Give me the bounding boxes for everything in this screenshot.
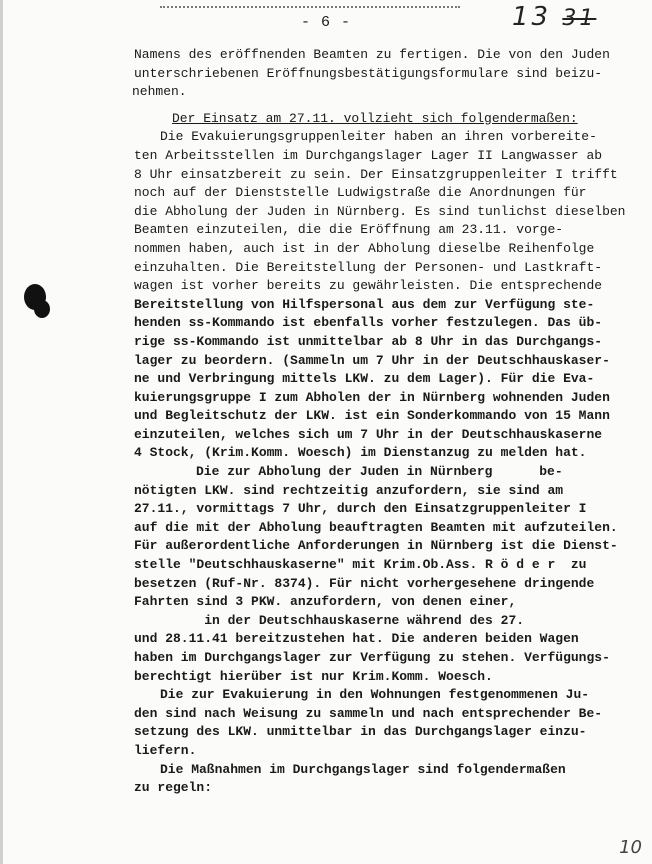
text-line: Fahrten sind 3 PKW. anzufordern, von denen einer, <box>134 594 517 610</box>
archive-mark-number: 13 <box>512 2 552 32</box>
text-line: setzung des LKW. unmittelbar in das Durchgangslager einzu- <box>134 724 587 740</box>
text-line: Die zur Evakuierung in den Wohnungen festgenommenen Ju- <box>160 687 590 703</box>
text-line: lager zu beordern. (Sammeln um 7 Uhr in der Deutschhauskaser- <box>134 352 610 368</box>
text-line: unterschriebenen Eröffnungsbestätigungsformulare sind beizu- <box>134 65 603 81</box>
text-line: Für außerordentliche Anforderungen in Nürnberg ist die Dienst- <box>134 538 618 554</box>
text-line: berechtigt hierüber ist nur Krim.Komm. Woesch. <box>134 668 493 684</box>
text-line: nommen haben, auch ist in der Abholung dieselbe Reihenfolge <box>134 240 595 256</box>
text-line: nötigten LKW. sind rechtzeitig anzufordern, sie sind am <box>134 482 564 498</box>
text-line: Die zur Abholung der Juden in Nürnberg be- <box>196 464 563 480</box>
text-line: besetzen (Ruf-Nr. 8374). Für nicht vorhergesehene dringende <box>134 575 595 591</box>
text-line: nehmen. <box>132 84 187 100</box>
text-line: Bereitstellung von Hilfspersonal aus dem zur Verfügung ste- <box>134 296 595 312</box>
text-line: liefern. <box>134 742 197 758</box>
text-line: 27.11., vormittags 7 Uhr, durch den Einsatzgruppenleiter I <box>134 501 587 517</box>
archive-mark-struck: 31 <box>562 6 597 31</box>
text-line: die Abholung der Juden in Nürnberg. Es sind tunlichst dieselben <box>134 203 626 219</box>
text-line: 8 Uhr einsatzbereit zu sein. Der Einsatzgruppenleiter I trifft <box>134 166 618 182</box>
text-line: ten Arbeitsstellen im Durchgangslager Lager II Langwasser ab <box>134 147 603 163</box>
text-line: henden ss-Kommando ist ebenfalls vorher festzulegen. Das üb- <box>134 315 603 331</box>
text-line: einzuteilen, welches sich um 7 Uhr in der Deutschhauskaserne <box>134 426 603 442</box>
text-line: einzuhalten. Die Bereitstellung der Personen- und Lastkraft- <box>134 259 603 275</box>
corner-handwritten-mark: 10 <box>619 837 642 858</box>
text-line: kuierungsgruppe I zum Abholen der in Nürnberg wohnenden Juden <box>134 389 610 405</box>
blank-line <box>134 102 614 110</box>
archive-mark <box>512 2 596 32</box>
text-line: Beamten einzuteilen, die die Eröffnung am 23.11. vorge- <box>134 222 564 238</box>
text-line: rige ss-Kommando ist unmittelbar ab 8 Uhr in das Durchgangs- <box>134 333 603 349</box>
scan-edge <box>0 0 3 864</box>
text-line: noch auf der Dienststelle Ludwigstraße die Anordnungen für <box>134 185 587 201</box>
text-line: ne und Verbringung mittels LKW. zu dem Lager). Für die Eva- <box>134 371 595 387</box>
text-line: und 28.11.41 bereitzustehen hat. Die anderen beiden Wagen <box>134 631 579 647</box>
text-line: wagen ist vorher bereits zu gewährleisten. Die entsprechende <box>134 278 603 294</box>
section-heading: Der Einsatz am 27.11. vollzieht sich folgendermaßen: <box>172 110 578 126</box>
text-line: haben im Durchgangslager zur Verfügung zu stehen. Verfügungs- <box>134 650 610 665</box>
text-line: 4 Stock, (Krim.Komm. Woesch) im Dienstanzug zu melden hat. <box>134 445 587 461</box>
text-line: auf die mit der Abholung beauftragten Beamten mit aufzuteilen. <box>134 519 618 535</box>
document-body <box>132 46 626 798</box>
text-line: Die Evakuierungsgruppenleiter haben an ihren vorbereite- <box>160 129 597 145</box>
page-number: - 6 - <box>300 14 351 31</box>
text-line: zu regeln: <box>134 780 213 796</box>
text-line: Die Maßnahmen im Durchgangslager sind folgendermaßen <box>160 761 566 777</box>
text-line: und Begleitschutz der LKW. ist ein Sonderkommando von 15 Mann <box>134 408 610 424</box>
text-line: stelle "Deutschhauskaserne" mit Krim.Ob.Ass. R ö d e r zu <box>134 557 587 573</box>
text-line: den sind nach Weisung zu sammeln und nach entsprechender Be- <box>134 705 603 721</box>
header-dotted-rule <box>160 6 460 8</box>
punch-hole-secondary <box>34 300 50 318</box>
text-line: Namens des eröffnenden Beamten zu fertigen. Die von den Juden <box>134 47 610 62</box>
text-line: in der Deutschhauskaserne während des 27. <box>134 612 525 628</box>
